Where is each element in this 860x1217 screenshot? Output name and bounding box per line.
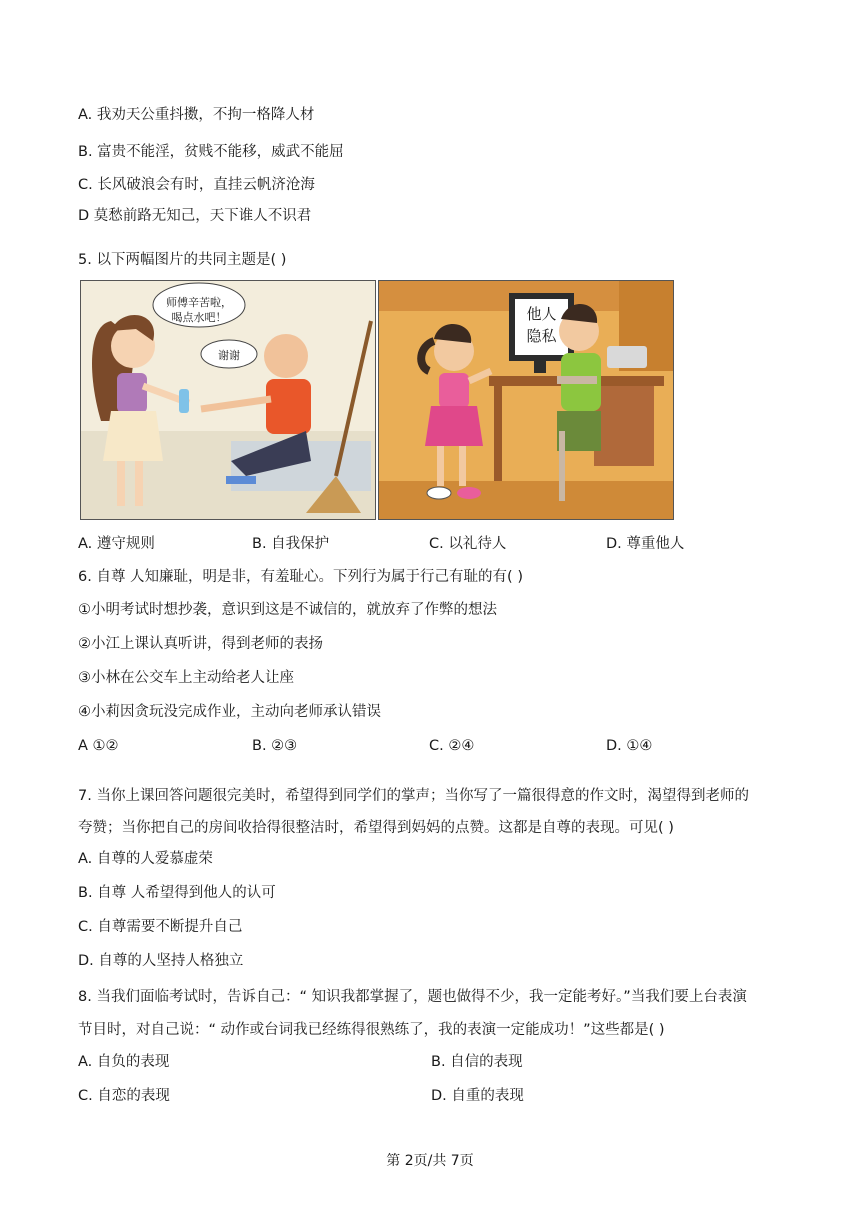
q8-stem-line-2: 节目时，对自己说：“ 动作或台词我已经练得很熟练了，我的表演一定能成功！”这些都是( ) (78, 1022, 665, 1038)
q7-option-a: A. 自尊的人爱慕虚荣 (78, 851, 213, 867)
q6-options (78, 736, 778, 756)
q6-stem: 6. 自尊 人知廉耻，明是非，有羞耻心。下列行为属于行己有耻的有( ) (78, 569, 523, 585)
privacy-sign-line-1: 他人 (526, 305, 557, 323)
q6-option-d: D. ①④ (606, 738, 653, 754)
q5-option-a: A. 遵守规则 (78, 536, 155, 552)
q5-option-d: D. 尊重他人 (606, 536, 685, 552)
privacy-sign (515, 303, 568, 347)
q8-option-b: B. 自信的表现 (431, 1054, 523, 1070)
speech-bubble-left (161, 295, 237, 325)
q6-option-c: C. ②④ (429, 738, 475, 754)
q7-option-d: D. 自尊的人坚持人格独立 (78, 953, 244, 969)
speech-bubble-right: 谢谢 (218, 349, 240, 362)
speech-bubble-line-2: 喝点水吧！ (171, 311, 227, 324)
comic-panel-right (378, 280, 674, 520)
q8-option-c: C. 自恋的表现 (78, 1088, 170, 1104)
q7-stem-line-1: 7. 当你上课回答问题很完美时，希望得到同学们的掌声；当你写了一篇很得意的作文时，渴望得到老师的 (78, 788, 749, 804)
q5-illustration (80, 280, 674, 520)
q8-options-row-2 (78, 1086, 778, 1106)
q8-stem-line-1: 8. 当我们面临考试时，告诉自己：“ 知识我都掌握了，题也做得不少，我一定能考好。”当我们要上台表演 (78, 989, 747, 1005)
q5-option-b: B. 自我保护 (252, 536, 330, 552)
q4-option-b: B. 富贵不能淫，贫贱不能移，威武不能屈 (78, 144, 344, 160)
q8-options-row-1 (78, 1052, 778, 1072)
q6-option-a: A ①② (78, 738, 119, 754)
q7-option-c: C. 自尊需要不断提升自己 (78, 919, 243, 935)
page-footer: 第 2页/共 7页 (386, 1153, 474, 1169)
q6-option-b: B. ②③ (252, 738, 298, 754)
q6-item-2: ②小江上课认真听讲，得到老师的表扬 (78, 636, 323, 652)
q4-option-a: A. 我劝天公重抖擞，不拘一格降人材 (78, 107, 315, 123)
q8-option-a: A. 自负的表现 (78, 1054, 170, 1070)
privacy-sign-line-2: 隐私 (526, 327, 557, 345)
q6-item-4: ④小莉因贪玩没完成作业，主动向老师承认错误 (78, 704, 381, 720)
q6-item-1: ①小明考试时想抄袭，意识到这是不诚信的，就放弃了作弊的想法 (78, 602, 497, 618)
q7-stem-line-2: 夸赞；当你把自己的房间收拾得很整洁时，希望得到妈妈的点赞。这都是自尊的表现。可见( ) (78, 820, 674, 836)
q5-options (78, 534, 778, 554)
q5-stem: 5. 以下两幅图片的共同主题是( ) (78, 252, 287, 268)
q8-option-d: D. 自重的表现 (431, 1088, 524, 1104)
q5-option-c: C. 以礼待人 (429, 536, 507, 552)
speech-bubble-line-1: 师傅辛苦啦， (166, 296, 232, 309)
q6-item-3: ③小林在公交车上主动给老人让座 (78, 670, 294, 686)
comic-panel-left (80, 280, 376, 520)
q4-option-c: C. 长风破浪会有时，直挂云帆济沧海 (78, 177, 315, 193)
q7-option-b: B. 自尊 人希望得到他人的认可 (78, 885, 276, 901)
q4-option-d: D 莫愁前路无知己，天下谁人不识君 (78, 208, 312, 224)
